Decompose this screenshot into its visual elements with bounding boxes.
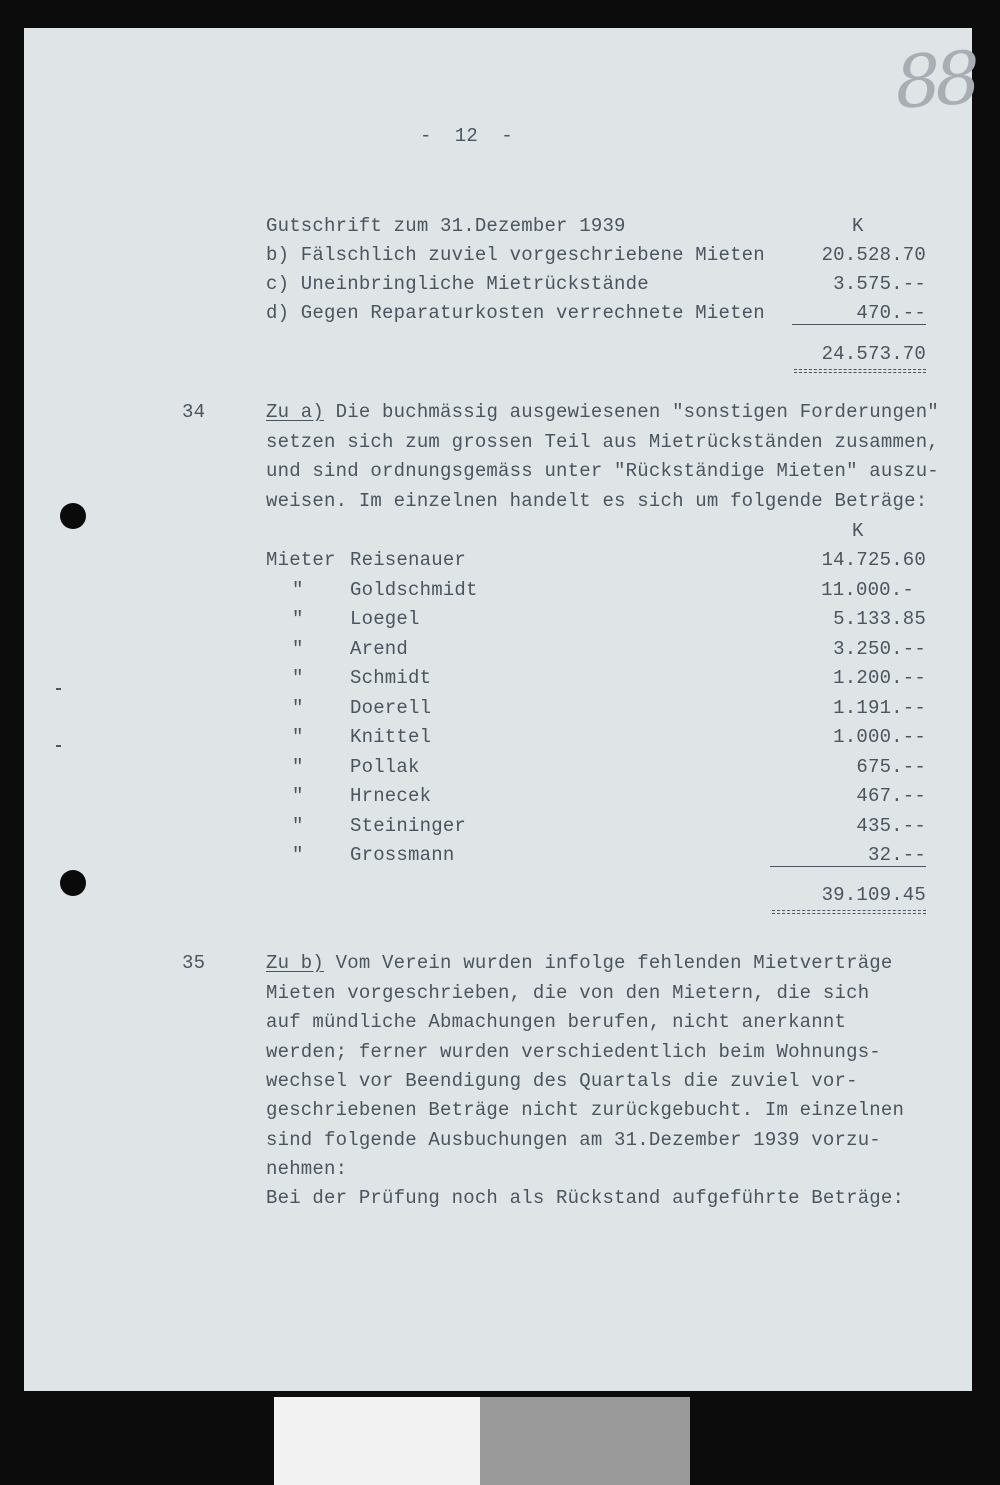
- tenant-amount: 675.--: [856, 756, 926, 778]
- credit-item-amount: 470.--: [856, 302, 926, 324]
- ditto-mark: ": [292, 638, 304, 660]
- credit-item-label: d) Gegen Reparaturkosten verrechnete Mieten: [266, 302, 765, 324]
- tenant-name: Schmidt: [350, 667, 432, 689]
- section-text-line: wechsel vor Beendigung des Quartals die zuviel vor-: [266, 1070, 858, 1092]
- credit-item-label: c) Uneinbringliche Mietrückstände: [266, 273, 649, 295]
- ditto-mark: ": [292, 785, 304, 807]
- tenant-amount: 1.000.--: [833, 726, 926, 748]
- section-text-line: geschriebenen Beträge nicht zurückgebucht. Im einzelnen: [266, 1099, 905, 1121]
- credit-item-label: b) Fälschlich zuviel vorgeschriebene Mieten: [266, 244, 765, 266]
- tenant-name: Loegel: [350, 608, 420, 630]
- section-first-line-text: Die buchmässig ausgewiesenen "sonstigen Forderungen": [324, 401, 939, 423]
- section-ref: Zu b): [266, 952, 325, 974]
- ditto-mark: ": [292, 697, 304, 719]
- total-double-rule: [794, 369, 926, 373]
- tenant-name: Goldschmidt: [350, 579, 478, 601]
- section-number: 34: [182, 401, 206, 423]
- section-first-line: [266, 951, 893, 975]
- ditto-mark: ": [292, 608, 304, 630]
- page-number: - 12 -: [420, 125, 513, 147]
- section-text-line: Mieten vorgeschrieben, die von den Mietern, die sich: [266, 982, 870, 1004]
- total-double-rule: [772, 910, 926, 914]
- ditto-mark: ": [292, 579, 304, 601]
- punch-hole: [60, 503, 86, 529]
- credit-item-amount: 3.575.--: [833, 273, 926, 295]
- tenant-amount: 1.200.--: [833, 667, 926, 689]
- credit-heading: Gutschrift zum 31.Dezember 1939: [266, 215, 626, 237]
- punch-hole: [60, 870, 86, 896]
- section-text-line: sind folgende Ausbuchungen am 31.Dezember 1939 vorzu-: [266, 1129, 881, 1151]
- section-number: 35: [182, 952, 206, 974]
- tenant-name: Pollak: [350, 756, 420, 778]
- section-text-line: auf mündliche Abmachungen berufen, nicht anerkannt: [266, 1011, 847, 1033]
- tenant-amount: 32.--: [867, 844, 926, 866]
- tenant-amount: 1.191.--: [833, 697, 926, 719]
- tenant-amount: 467.--: [856, 785, 926, 807]
- tenant-name: Doerell: [350, 697, 432, 719]
- ditto-mark: ": [292, 667, 304, 689]
- tenant-currency: K: [852, 520, 864, 542]
- section-first-line: [266, 400, 939, 424]
- tenant-name: Steininger: [350, 815, 467, 837]
- credit-item-amount: 20.528.70: [821, 244, 926, 266]
- tenant-name: Knittel: [350, 726, 432, 748]
- tenant-amount: 5.133.85: [833, 608, 926, 630]
- section-ref: Zu a): [266, 401, 325, 423]
- margin-mark: [56, 745, 61, 747]
- ditto-mark: ": [292, 815, 304, 837]
- tenant-name: Grossmann: [350, 844, 455, 866]
- section-text-line: nehmen:: [266, 1158, 348, 1180]
- scan-calibration-strip-grey: [480, 1397, 690, 1485]
- tenant-name: Reisenauer: [350, 549, 467, 571]
- section-text-line: und sind ordnungsgemäss unter "Rückständige Mieten" auszu-: [266, 460, 939, 482]
- tenant-amount: 435.--: [856, 815, 926, 837]
- section-text-line: werden; ferner wurden verschiedentlich beim Wohnungs-: [266, 1041, 881, 1063]
- handwritten-page-number: 88: [892, 35, 978, 125]
- tenant-name: Arend: [350, 638, 409, 660]
- tenant-prefix: Mieter: [266, 549, 336, 571]
- section-text-line: setzen sich zum grossen Teil aus Mietrückständen zusammen,: [266, 431, 939, 453]
- ditto-mark: ": [292, 756, 304, 778]
- sum-rule: [770, 866, 926, 867]
- section-text-line: Bei der Prüfung noch als Rückstand aufgeführte Beträge:: [266, 1187, 905, 1209]
- credit-total: 24.573.70: [821, 343, 926, 365]
- tenant-amount: 3.250.--: [833, 638, 926, 660]
- ditto-mark: ": [292, 844, 304, 866]
- ditto-mark: ": [292, 726, 304, 748]
- tenant-amount: 11.000.-: [821, 579, 914, 601]
- tenant-name: Hrnecek: [350, 785, 432, 807]
- section-first-line-text: Vom Verein wurden infolge fehlenden Mietverträge: [324, 952, 893, 974]
- section-text-line: weisen. Im einzelnen handelt es sich um folgende Beträge:: [266, 490, 928, 512]
- tenant-amount: 14.725.60: [821, 549, 926, 571]
- credit-currency: K: [852, 215, 864, 237]
- sum-rule: [792, 324, 926, 325]
- tenant-total: 39.109.45: [821, 884, 926, 906]
- margin-mark: [56, 688, 61, 690]
- scan-calibration-strip-light: [274, 1397, 480, 1485]
